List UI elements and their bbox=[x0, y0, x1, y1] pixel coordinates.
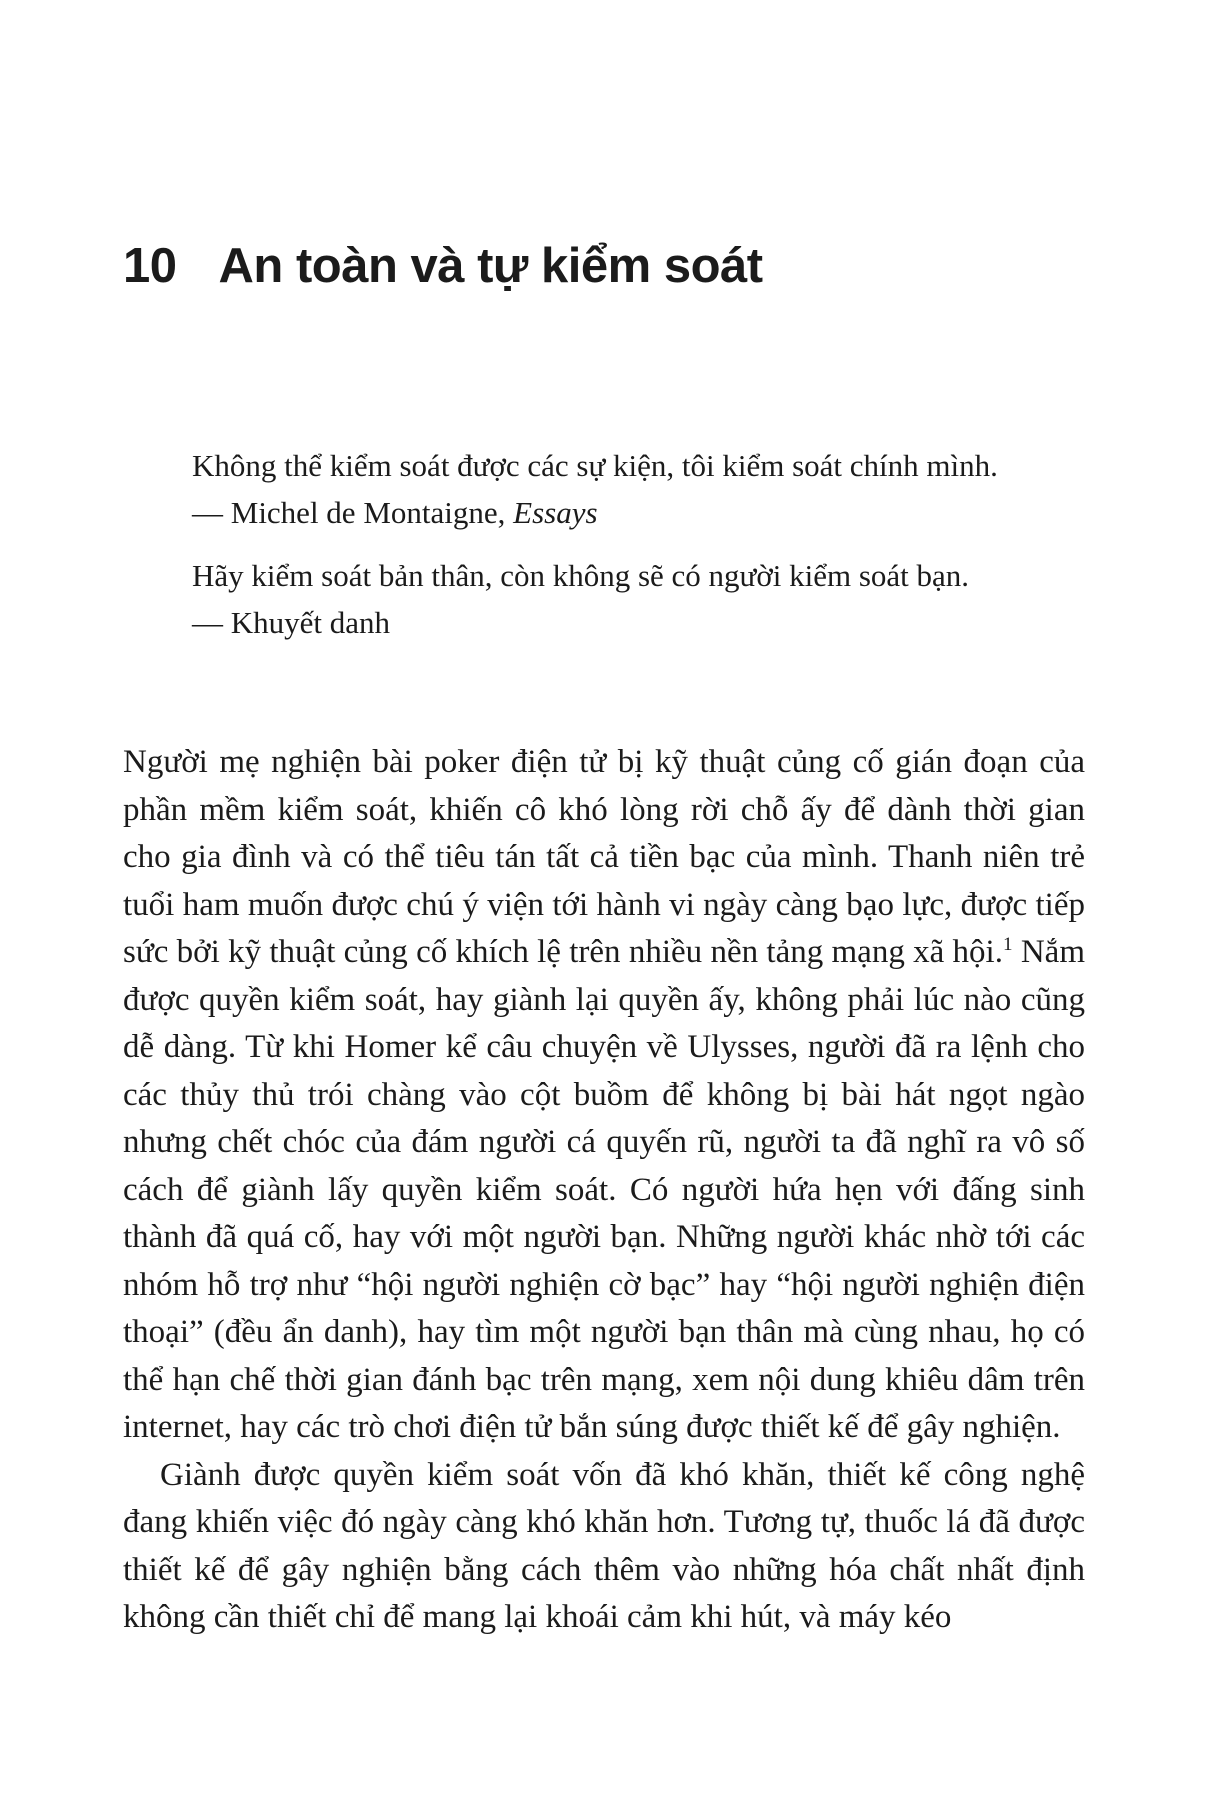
body-text bbox=[123, 739, 1085, 1642]
epigraph-anonymous bbox=[192, 552, 1085, 646]
epigraph-attribution-name: — Michel de Montaigne, bbox=[192, 495, 514, 531]
paragraph-1 bbox=[123, 739, 1085, 1452]
epigraph-montaigne bbox=[192, 442, 1085, 536]
epigraph-quote: Hãy kiểm soát bản thân, còn không sẽ có người kiểm soát bạn. bbox=[192, 558, 970, 594]
epigraph-attribution-name: — Khuyết danh bbox=[192, 605, 391, 641]
epigraph-source-title: Essays bbox=[513, 495, 598, 531]
paragraph-1-text-a: Người mẹ nghiện bài poker điện tử bị kỹ thuật củng cố gián đoạn của phần mềm kiểm soát, khiến cô khó lòng rời chỗ ấy để dành thời gian cho gia đình và có thể tiêu tán tất cả tiền bạc của mình. Thanh niên trẻ tuổi ham muốn được chú ý viện tới hành vi ngày càng bạo lực, được tiếp sức bởi kỹ thuật củng cố khích lệ trên nhiều nền tảng mạng xã hội. bbox=[123, 744, 1085, 971]
epigraph-attribution bbox=[192, 599, 1085, 646]
epigraph-quote: Không thể kiểm soát được các sự kiện, tôi kiểm soát chính mình. bbox=[192, 448, 998, 484]
epigraph-block bbox=[192, 442, 1085, 646]
epigraph-attribution bbox=[192, 489, 1085, 536]
paragraph-2: Giành được quyền kiểm soát vốn đã khó khăn, thiết kế công nghệ đang khiến việc đó ngày càng khó khăn hơn. Tương tự, thuốc lá đã được thiết kế để gây nghiện bằng cách thêm vào những hóa chất nhất định không cần thiết chỉ để mang lại khoái cảm khi hút, và máy kéo bbox=[123, 1456, 1085, 1636]
footnote-marker-1: 1 bbox=[1002, 934, 1013, 956]
paragraph-1-text-b: Nắm được quyền kiểm soát, hay giành lại quyền ấy, không phải lúc nào cũng dễ dàng. Từ khi Homer kể câu chuyện về Ulysses, người đã ra lệnh cho các thủy thủ trói chàng vào cột buồm để không bị bài hát ngọt ngào nhưng chết chóc của đám người cá quyến rũ, người ta đã nghĩ ra vô số cách để giành lấy quyền kiểm soát. Có người hứa hẹn với đấng sinh thành đã quá cố, hay với một người bạn. Những người khác nhờ tới các nhóm hỗ trợ như “hội người nghiện cờ bạc” hay “hội người nghiện điện thoại” (đều ẩn danh), hay tìm một người bạn thân mà cùng nhau, họ có thể hạn chế thời gian đánh bạc trên mạng, xem nội dung khiêu dâm trên internet, hay các trò chơi điện tử bắn súng được thiết kế để gây nghiện. bbox=[123, 934, 1085, 1446]
chapter-title: An toàn và tự kiểm soát bbox=[218, 239, 763, 293]
chapter-number: 10 bbox=[123, 239, 177, 293]
chapter-heading bbox=[123, 0, 1085, 294]
